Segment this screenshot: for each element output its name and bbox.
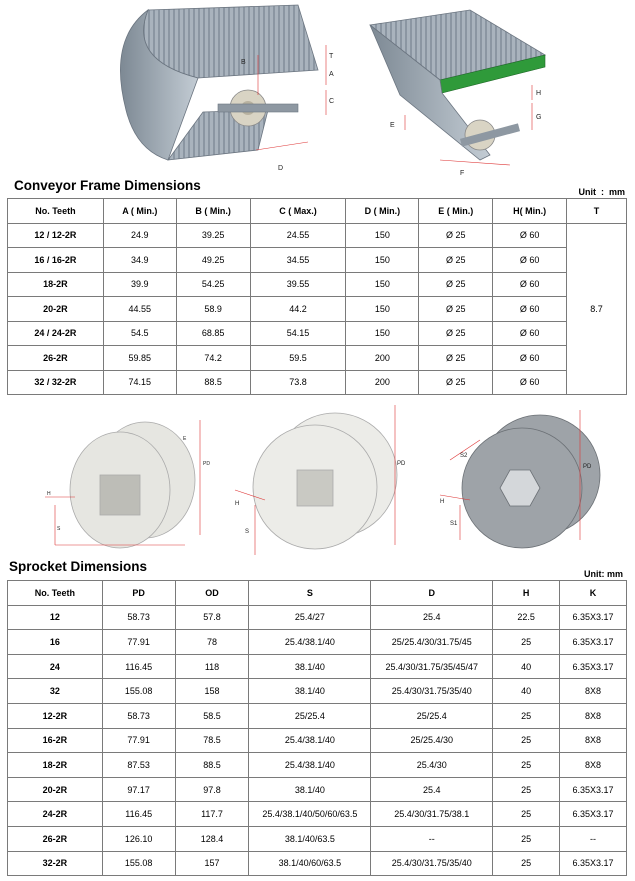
- teeth-cell: 16 / 16-2R: [8, 248, 104, 273]
- value-cell: Ø 25: [419, 321, 493, 346]
- svg-text:F: F: [460, 170, 465, 177]
- header-cell: S: [249, 581, 371, 606]
- teeth-cell: 32: [8, 679, 103, 704]
- svg-text:PD: PD: [397, 461, 406, 467]
- table-row: [8, 630, 627, 655]
- value-cell: 34.9: [103, 248, 176, 273]
- value-cell: --: [560, 826, 627, 851]
- table-row: [8, 802, 627, 827]
- value-cell: 38.1/40/63.5: [249, 826, 371, 851]
- value-cell: 97.17: [102, 777, 175, 802]
- value-cell: 38.1/40: [249, 679, 371, 704]
- value-cell: 58.73: [102, 703, 175, 728]
- value-cell: Ø 60: [493, 272, 567, 297]
- value-cell: 118: [175, 654, 249, 679]
- value-cell: 150: [346, 272, 419, 297]
- table-row: [8, 223, 627, 248]
- frame-unit-label: Unit : mm: [578, 187, 625, 197]
- header-cell: H: [493, 581, 560, 606]
- table-row: [8, 297, 627, 322]
- value-cell: 87.53: [102, 753, 175, 778]
- value-cell: 78.5: [175, 728, 249, 753]
- sprocket-illustration-2: [225, 395, 415, 560]
- value-cell: 25/25.4: [249, 703, 371, 728]
- value-cell: Ø 60: [493, 297, 567, 322]
- table-row: [8, 370, 627, 395]
- sprocket-illustration-3: [430, 400, 615, 560]
- value-cell: 157: [175, 851, 249, 876]
- value-cell: 54.15: [250, 321, 346, 346]
- svg-text:G: G: [536, 114, 542, 121]
- value-cell: 25.4/38.1/40/50/60/63.5: [249, 802, 371, 827]
- value-cell: 150: [346, 223, 419, 248]
- svg-text:D: D: [278, 165, 284, 172]
- value-cell: 116.45: [102, 654, 175, 679]
- svg-text:S: S: [245, 529, 250, 535]
- value-cell: 25: [493, 851, 560, 876]
- value-cell: 25.4/30/31.75/35/45/47: [371, 654, 493, 679]
- table-row: [8, 248, 627, 273]
- value-cell: 38.1/40: [249, 654, 371, 679]
- value-cell: 25.4/27: [249, 605, 371, 630]
- value-cell: Ø 25: [419, 248, 493, 273]
- frame-dimensions-table: [7, 198, 627, 395]
- header-cell: D: [371, 581, 493, 606]
- table-header-row: [8, 199, 627, 224]
- value-cell: 38.1/40: [249, 777, 371, 802]
- value-cell: Ø 25: [419, 223, 493, 248]
- value-cell: 25: [493, 703, 560, 728]
- value-cell: 77.91: [102, 630, 175, 655]
- header-cell: No. Teeth: [8, 199, 104, 224]
- svg-text:E: E: [390, 122, 395, 129]
- value-cell: 97.8: [175, 777, 249, 802]
- value-cell: 155.08: [102, 851, 175, 876]
- value-cell: 25: [493, 753, 560, 778]
- value-cell: 59.85: [103, 346, 176, 371]
- value-cell: 6.35X3.17: [560, 851, 627, 876]
- svg-text:C: C: [329, 98, 335, 105]
- t-value-cell: 8.7: [567, 223, 627, 395]
- svg-text:S1: S1: [450, 521, 458, 527]
- value-cell: 22.5: [493, 605, 560, 630]
- value-cell: 25.4/30/31.75/35/40: [371, 851, 493, 876]
- value-cell: 88.5: [176, 370, 250, 395]
- teeth-cell: 12: [8, 605, 103, 630]
- table-row: [8, 654, 627, 679]
- value-cell: 8X8: [560, 728, 627, 753]
- value-cell: 25.4/30/31.75/35/40: [371, 679, 493, 704]
- teeth-cell: 16: [8, 630, 103, 655]
- value-cell: 68.85: [176, 321, 250, 346]
- value-cell: 150: [346, 321, 419, 346]
- value-cell: Ø 60: [493, 321, 567, 346]
- value-cell: 25: [493, 777, 560, 802]
- value-cell: 54.5: [103, 321, 176, 346]
- sprocket-dimensions-table: [7, 580, 627, 876]
- value-cell: 39.9: [103, 272, 176, 297]
- value-cell: 39.55: [250, 272, 346, 297]
- value-cell: 200: [346, 370, 419, 395]
- svg-text:A: A: [329, 71, 334, 78]
- value-cell: 44.55: [103, 297, 176, 322]
- value-cell: 6.35X3.17: [560, 605, 627, 630]
- value-cell: 25.4/38.1/40: [249, 630, 371, 655]
- teeth-cell: 20-2R: [8, 777, 103, 802]
- header-cell: A ( Min.): [103, 199, 176, 224]
- header-cell: No. Teeth: [8, 581, 103, 606]
- sprocket-unit-label: Unit: mm: [584, 569, 623, 579]
- table-row: [8, 851, 627, 876]
- sprocket-illustration-1: [35, 405, 215, 560]
- svg-text:S: S: [57, 526, 61, 532]
- header-cell: E ( Min.): [419, 199, 493, 224]
- value-cell: 25/25.4/30/31.75/45: [371, 630, 493, 655]
- value-cell: 25.4/38.1/40: [249, 753, 371, 778]
- value-cell: 34.55: [250, 248, 346, 273]
- value-cell: Ø 60: [493, 346, 567, 371]
- header-cell: C ( Max.): [250, 199, 346, 224]
- value-cell: 25.4: [371, 605, 493, 630]
- value-cell: Ø 25: [419, 297, 493, 322]
- table-row: [8, 728, 627, 753]
- svg-text:H: H: [440, 499, 445, 505]
- value-cell: 6.35X3.17: [560, 630, 627, 655]
- svg-text:E: E: [183, 436, 187, 442]
- teeth-cell: 26-2R: [8, 346, 104, 371]
- teeth-cell: 16-2R: [8, 728, 103, 753]
- value-cell: Ø 25: [419, 370, 493, 395]
- table-row: [8, 321, 627, 346]
- value-cell: 8X8: [560, 679, 627, 704]
- value-cell: 200: [346, 346, 419, 371]
- table-row: [8, 605, 627, 630]
- value-cell: 25/25.4/30: [371, 728, 493, 753]
- value-cell: Ø 60: [493, 370, 567, 395]
- value-cell: 25: [493, 826, 560, 851]
- value-cell: 73.8: [250, 370, 346, 395]
- value-cell: 57.8: [175, 605, 249, 630]
- teeth-cell: 12 / 12-2R: [8, 223, 104, 248]
- value-cell: 150: [346, 297, 419, 322]
- header-cell: PD: [102, 581, 175, 606]
- value-cell: 25.4/30: [371, 753, 493, 778]
- value-cell: --: [371, 826, 493, 851]
- value-cell: 59.5: [250, 346, 346, 371]
- svg-text:B: B: [241, 59, 246, 66]
- value-cell: 49.25: [176, 248, 250, 273]
- teeth-cell: 20-2R: [8, 297, 104, 322]
- teeth-cell: 12-2R: [8, 703, 103, 728]
- value-cell: 40: [493, 654, 560, 679]
- svg-text:S2: S2: [460, 453, 468, 459]
- teeth-cell: 24: [8, 654, 103, 679]
- value-cell: 150: [346, 248, 419, 273]
- svg-text:PD: PD: [583, 464, 592, 470]
- svg-text:PD: PD: [203, 461, 210, 467]
- table-row: [8, 346, 627, 371]
- value-cell: 88.5: [175, 753, 249, 778]
- value-cell: 8X8: [560, 703, 627, 728]
- table-row: [8, 703, 627, 728]
- value-cell: 6.35X3.17: [560, 777, 627, 802]
- svg-text:T: T: [329, 53, 334, 60]
- value-cell: 77.91: [102, 728, 175, 753]
- value-cell: 74.15: [103, 370, 176, 395]
- value-cell: 25.4/38.1/40: [249, 728, 371, 753]
- svg-text:H: H: [47, 491, 51, 497]
- value-cell: 117.7: [175, 802, 249, 827]
- value-cell: Ø 25: [419, 346, 493, 371]
- value-cell: 24.9: [103, 223, 176, 248]
- header-cell: K: [560, 581, 627, 606]
- teeth-cell: 32 / 32-2R: [8, 370, 104, 395]
- value-cell: 74.2: [176, 346, 250, 371]
- value-cell: 54.25: [176, 272, 250, 297]
- value-cell: 116.45: [102, 802, 175, 827]
- header-cell: D ( Min.): [346, 199, 419, 224]
- table-row: [8, 272, 627, 297]
- teeth-cell: 24 / 24-2R: [8, 321, 104, 346]
- teeth-cell: 32-2R: [8, 851, 103, 876]
- header-cell: H( Min.): [493, 199, 567, 224]
- value-cell: 126.10: [102, 826, 175, 851]
- value-cell: 58.5: [175, 703, 249, 728]
- value-cell: 78: [175, 630, 249, 655]
- frame-section-title: Conveyor Frame Dimensions: [14, 178, 201, 193]
- value-cell: 58.73: [102, 605, 175, 630]
- value-cell: 158: [175, 679, 249, 704]
- value-cell: 6.35X3.17: [560, 654, 627, 679]
- sprocket-section-title: Sprocket Dimensions: [9, 559, 148, 574]
- value-cell: 38.1/40/60/63.5: [249, 851, 371, 876]
- svg-text:H: H: [235, 501, 240, 507]
- table-row: [8, 777, 627, 802]
- value-cell: 44.2: [250, 297, 346, 322]
- table-header-row: [8, 581, 627, 606]
- value-cell: 25: [493, 630, 560, 655]
- belt-drive-illustration-right: [360, 5, 550, 180]
- value-cell: 25/25.4: [371, 703, 493, 728]
- value-cell: 8X8: [560, 753, 627, 778]
- value-cell: Ø 60: [493, 223, 567, 248]
- value-cell: 24.55: [250, 223, 346, 248]
- value-cell: 25.4: [371, 777, 493, 802]
- teeth-cell: 18-2R: [8, 753, 103, 778]
- value-cell: 40: [493, 679, 560, 704]
- table-row: [8, 826, 627, 851]
- teeth-cell: 24-2R: [8, 802, 103, 827]
- value-cell: 58.9: [176, 297, 250, 322]
- value-cell: 6.35X3.17: [560, 802, 627, 827]
- teeth-cell: 26-2R: [8, 826, 103, 851]
- table-row: [8, 679, 627, 704]
- header-cell: T: [567, 199, 627, 224]
- value-cell: Ø 25: [419, 272, 493, 297]
- svg-text:H: H: [536, 90, 542, 97]
- value-cell: 25: [493, 728, 560, 753]
- value-cell: 39.25: [176, 223, 250, 248]
- table-row: [8, 753, 627, 778]
- value-cell: Ø 60: [493, 248, 567, 273]
- value-cell: 25.4/30/31.75/38.1: [371, 802, 493, 827]
- header-cell: B ( Min.): [176, 199, 250, 224]
- teeth-cell: 18-2R: [8, 272, 104, 297]
- value-cell: 128.4: [175, 826, 249, 851]
- value-cell: 25: [493, 802, 560, 827]
- value-cell: 155.08: [102, 679, 175, 704]
- belt-drive-illustration-left: [108, 0, 348, 182]
- header-cell: OD: [175, 581, 249, 606]
